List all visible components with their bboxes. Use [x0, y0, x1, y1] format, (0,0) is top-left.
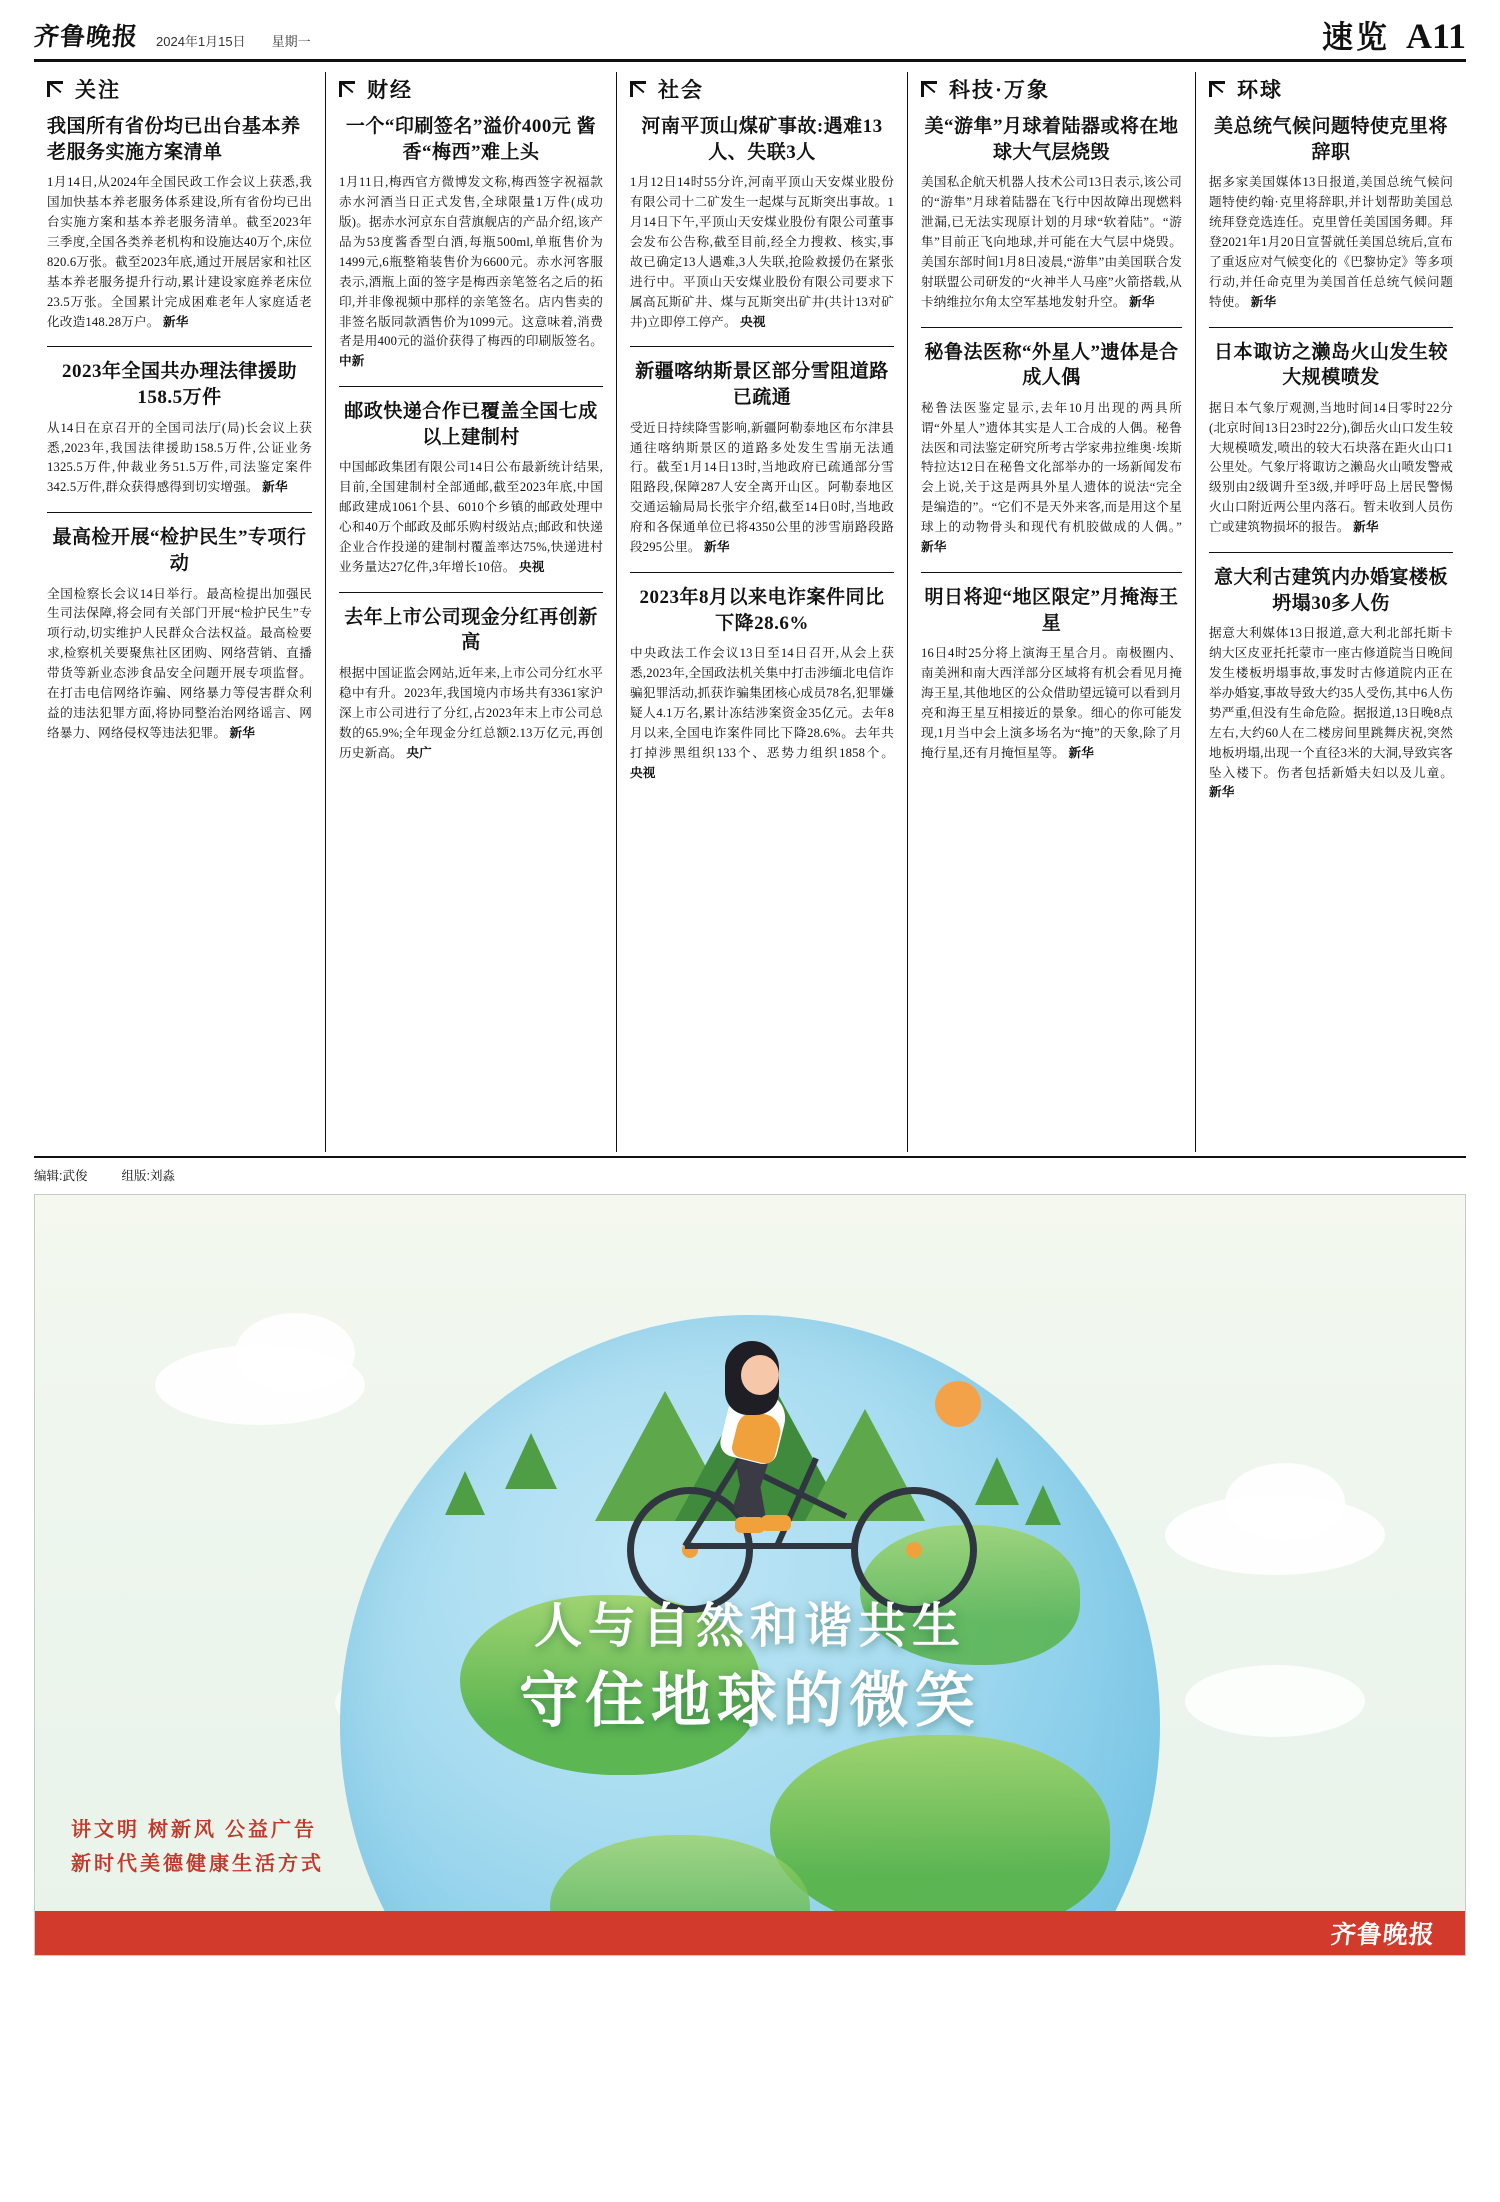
section-title: 关注 [75, 78, 121, 102]
article-body [339, 173, 603, 372]
article-text: 根据中国证监会网站,近年来,上市公司分红水平稳中有升。2023年,我国境内市场共有3361家沪深上市公司进行了分红,占2023年末上市公司总数的65.9%;全年现金分红总额2.13万亿元,再创历史新高。 [339, 666, 603, 760]
article-source: 央视 [518, 559, 545, 574]
public-service-ad [34, 1194, 1466, 1956]
article-source: 央视 [630, 765, 656, 780]
article[interactable] [1209, 565, 1453, 803]
article-text: 1月12日14时55分许,河南平顶山天安煤业股份有限公司十二矿发生一起煤与瓦斯突出事故。1月14日下午,平顶山天安煤业股份有限公司董事会发布公告称,截至目前,经全力搜救、核实,事故已确定13人遇难,3人失联,抢险救援仍在紧张进行中。平顶山天安煤业股份有限公司要求下属高瓦斯矿井、煤与瓦斯突出矿井(共计13对矿井)立即停工停产。 [630, 175, 894, 329]
article-source: 新华 [162, 314, 189, 329]
sun-icon [935, 1381, 981, 1427]
section-header [1209, 74, 1453, 104]
divider [1209, 552, 1453, 553]
article-title: 意大利古建筑内办婚宴楼板坍塌30多人伤 [1213, 567, 1448, 614]
masthead-weekday: 星期一 [271, 34, 311, 49]
bicycle-frame [685, 1543, 855, 1549]
column-huanqiu [1195, 72, 1466, 1152]
divider [630, 346, 894, 347]
article[interactable] [630, 585, 894, 784]
poster-title-line2: 守住地球的微笑 [519, 1668, 981, 1734]
section-header [630, 74, 894, 104]
article[interactable] [630, 114, 894, 332]
poster-title-line1: 人与自然和谐共生 [533, 1600, 966, 1653]
masthead-right [1322, 12, 1466, 59]
article[interactable] [1209, 114, 1453, 313]
poster-footer-line1: 讲文明 树新风 公益广告 [71, 1819, 317, 1841]
article-title: 日本诹访之濑岛火山发生较大规模喷发 [1213, 341, 1448, 389]
article-body [630, 644, 894, 783]
article-title: 美“游隼”月球着陆器或将在地球大气层烧毁 [924, 116, 1179, 163]
article-body [921, 644, 1182, 763]
article[interactable] [1209, 340, 1453, 539]
corner-mark-icon [630, 79, 650, 99]
article-text: 1月11日,梅西官方微博发文称,梅西签字祝福款赤水河酒当日正式发售,全球限量1万件(成功版)。据赤水河京东自营旗舰店的产品介绍,该产品为53度酱香型白酒,每瓶500ml,单瓶售价为1499元,6瓶整箱装售价为6600元。赤水河客服表示,酒瓶上面的签字是梅西亲笔签名之后的拓印,并非像视频中那样的亲笔签名。店内售卖的非签名版同款酒售价为1099元。这意味着,消费者是用400元的溢价获得了梅西的印刷版签名。 [339, 175, 603, 349]
column-keji-wanxiang [907, 72, 1195, 1152]
masthead [34, 0, 1466, 62]
article-source: 新华 [262, 480, 288, 495]
section-title: 财经 [367, 78, 413, 102]
poster-footer [71, 1813, 324, 1881]
divider [339, 386, 603, 387]
corner-mark-icon [339, 79, 359, 99]
article-body [921, 399, 1182, 558]
tree-shape [505, 1433, 557, 1489]
article-text: 全国检察长会议14日举行。最高检提出加强民生司法保障,将会同有关部门开展“检护民生”专项行动,切实维护人民群众合法权益。最高检要求,检察机关要聚焦社区团购、网络营销、直播带货等新业态涉食品安全问题开展专项监督。在打击电信网络诈骗、网络暴力等侵害群众利益的违法犯罪方面,将协同整治治网络谣言、网络暴力、网络侵权等违法犯罪。 [47, 586, 312, 740]
article-title: 明日将迎“地区限定”月掩海王星 [924, 586, 1179, 634]
article[interactable] [921, 340, 1182, 558]
masthead-date: 2024年1月15日 [156, 34, 246, 49]
article-text: 秘鲁法医鉴定显示,去年10月出现的两具所谓“外星人”遗体其实是人工合成的人偶。秘鲁法医和司法鉴定研究所考古学家弗拉维奥·埃斯特拉达12日在秘鲁文化部举办的一场新闻发布会上说,关于这是两具外星人遗体的说法“完全是编造的”。“它们不是天外来客,而是用这个星球上的动物骨头和现代有机胶做成的人偶。” [921, 400, 1182, 535]
article-text: 从14日在京召开的全国司法厅(局)长会议上获悉,2023年,我国法律援助158.5万件,公证业务1325.5万件,仲裁业务51.5万件,司法鉴定案件342.5万件,群众获得感得到切实增强。 [47, 420, 312, 495]
divider [921, 572, 1182, 573]
article-body [1209, 399, 1453, 538]
article-source: 新华 [921, 540, 947, 555]
article[interactable] [339, 114, 603, 372]
page-number: A11 [1405, 16, 1466, 56]
section-name: 速览 [1321, 20, 1390, 55]
corner-mark-icon [921, 79, 941, 99]
editor-credit: 编辑:武俊 [34, 1169, 88, 1183]
article-source: 中新 [339, 354, 365, 369]
article-body [47, 585, 312, 744]
poster-bar-logo: 齐鲁晚报 [1329, 1922, 1437, 1949]
article-columns [34, 72, 1466, 1152]
article-source: 新华 [1250, 294, 1277, 309]
article-title: 最高检开展“检护民生”专项行动 [52, 527, 307, 574]
credits-line [34, 1156, 1466, 1184]
divider [47, 512, 312, 513]
cloud-shape [1225, 1463, 1345, 1541]
article-title: 新疆喀纳斯景区部分雪阻道路已疏通 [635, 361, 889, 409]
corner-mark-icon [47, 79, 67, 99]
article-text: 16日4时25分将上演海王星合月。南极圈内、南美洲和南大西洋部分区域将有机会看见月掩海王星,其他地区的公众借助望远镜可以看到月亮和海王星互相接近的景象。细心的你可能发现,1月当中会上演多场名为“掩”的天象,除了月掩行星,还有月掩恒星等。 [921, 646, 1182, 760]
landmass [770, 1735, 1110, 1935]
article-title: 去年上市公司现金分红再创新高 [344, 606, 598, 654]
article-body [921, 173, 1182, 312]
article-text: 1月14日,从2024年全国民政工作会议上获悉,我国加快基本养老服务体系建设,所有省份均已出台实施方案和基本养老服务清单。截至2023年三季度,全国各类养老机构和设施达40万个,床位820.6万张。截至2023年底,通过开展居家和社区基本养老服务提升行动,累计建设家庭养老床位23.5万张。全国累计完成困难老年人家庭适老化改造148.28万户。 [47, 175, 312, 329]
article[interactable] [630, 359, 894, 558]
section-header [921, 74, 1182, 104]
article-source: 新华 [1068, 745, 1095, 760]
article-text: 据多家美国媒体13日报道,美国总统气候问题特使约翰·克里将辞职,并计划帮助美国总统拜登竞选连任。克里曾任美国国务卿。拜登2021年1月20日宣誓就任美国总统后,宣布了重返应对气候变化的《巴黎协定》等多项行动,并任命克里为美国首任总统气候问题特使。 [1209, 175, 1453, 309]
divider [47, 346, 312, 347]
tree-shape [975, 1457, 1019, 1505]
column-caijing [325, 72, 616, 1152]
head-shape [741, 1355, 779, 1395]
article-source: 新华 [229, 725, 256, 740]
article-source: 央视 [740, 314, 766, 329]
section-header [47, 74, 312, 104]
tree-shape [1025, 1485, 1061, 1525]
section-title: 环球 [1237, 78, 1283, 102]
article-title: 河南平顶山煤矿事故:遇难13人、失联3人 [641, 116, 883, 163]
article[interactable] [47, 114, 312, 332]
divider [1209, 327, 1453, 328]
article-source: 新华 [1209, 785, 1235, 800]
section-header [339, 74, 603, 104]
column-guanzhu [34, 72, 325, 1152]
article[interactable] [921, 114, 1182, 313]
article-source: 新华 [1129, 294, 1155, 309]
article-text: 据日本气象厅观测,当地时间14日零时22分(北京时间13日23时22分),御岳火山口发生较大规模喷发,喷出的较大石块落在距火山口1公里处。气象厅将诹访之濑岛火山喷发警戒级别由2级调升至3级,并呼吁岛上居民警惕火山口附近两公里内落石。暂未收到人员伤亡或建筑物损坏的报告。 [1209, 400, 1453, 535]
article[interactable] [47, 359, 312, 498]
article-body [630, 173, 894, 332]
article-text: 据意大利媒体13日报道,意大利北部托斯卡纳大区皮亚托托蒙市一座古修道院当日晚间发生楼板坍塌事故,事发时古修道院内正在举办婚宴,事故导致大约35人受伤,其中6人伤势严重,但没有生命危险。据报道,13日晚8点左右,大约60人在二楼房间里跳舞庆祝,突然地板坍塌,出现一个直径3米的大洞,导致宾客坠入楼下。伤者包括新婚夫妇以及儿童。 [1209, 626, 1453, 780]
article-text: 中央政法工作会议13日至14日召开,从会上获悉,2023年,全国政法机关集中打击涉缅北电信诈骗犯罪活动,抓获诈骗集团核心成员78名,犯罪嫌疑人4.1万名,累计冻结涉案资金35亿元。去年8月以来,全国电诈案件同比下降28.6%。去年共打掉涉黑组织133个、恶势力组织1858个。 [630, 646, 894, 760]
masthead-logo: 齐鲁晚报 [32, 24, 140, 51]
article-title: 2023年全国共办理法律援助158.5万件 [61, 361, 297, 409]
article-body [1209, 624, 1453, 803]
article[interactable] [921, 585, 1182, 764]
article-text: 受近日持续降雪影响,新疆阿勒泰地区布尔津县通往喀纳斯景区的道路多处发生雪崩无法通行。截至1月14日13时,当地政府已疏通部分雪阻路段,保障287人安全离开山区。阿勒泰地区交通运输局局长张宇介绍,截至14日0时,当地政府和各保通单位已将4350公里的涉雪崩路段路段295公里。 [630, 420, 894, 555]
article-title: 一个“印刷签名”溢价400元 酱香“梅西”难上头 [345, 116, 597, 163]
article-body [47, 173, 312, 332]
article-body [339, 458, 603, 577]
poster-footer-line2: 新时代美德健康生活方式 [71, 1853, 324, 1875]
layout-credit: 组版:刘淼 [121, 1169, 175, 1183]
section-title: 社会 [658, 78, 704, 102]
article-body [630, 419, 894, 558]
article-title: 邮政快递合作已覆盖全国七成以上建制村 [344, 401, 598, 448]
poster-bottom-bar [35, 1911, 1465, 1955]
article-title: 美总统气候问题特使克里将辞职 [1213, 116, 1448, 163]
divider [630, 572, 894, 573]
article-body [47, 419, 312, 499]
corner-mark-icon [1209, 79, 1229, 99]
article-source: 央广 [406, 745, 432, 760]
article-body [339, 664, 603, 763]
article[interactable] [339, 399, 603, 578]
divider [921, 327, 1182, 328]
article-title: 我国所有省份均已出台基本养老服务实施方案清单 [47, 116, 301, 163]
cloud-shape [235, 1313, 355, 1393]
column-shehui [616, 72, 907, 1152]
article[interactable] [339, 605, 603, 764]
tree-shape [445, 1471, 485, 1515]
article-title: 2023年8月以来电诈案件同比下降28.6% [639, 586, 885, 634]
shoe-shape [761, 1515, 791, 1531]
article-body [1209, 173, 1453, 312]
article-source: 新华 [704, 540, 730, 555]
article-title: 秘鲁法医称“外星人”遗体是合成人偶 [924, 341, 1179, 389]
article[interactable] [47, 525, 312, 743]
article-source: 新华 [1353, 520, 1379, 535]
article-text: 中国邮政集团有限公司14日公布最新统计结果,目前,全国建制村全部通邮,截至2023年底,中国邮政建成1061个县、6010个乡镇的邮政处理中心和40万个邮政及邮乐购村级站点;邮政和快递企业合作投递的建制村覆盖率达75%,快递进村业务量达27亿件,3年增长10倍。 [339, 460, 603, 574]
article-text: 美国私企航天机器人技术公司13日表示,该公司的“游隼”月球着陆器在飞行中因故障出现燃料泄漏,已无法实现原计划的月球“软着陆”。“游隼”目前正飞向地球,并可能在大气层中烧毁。美国东部时间1月8日凌晨,“游隼”由美国联合发射联盟公司研发的“火神半人马座”火箭搭载,从卡纳维拉尔角太空军基地发射升空。 [921, 175, 1182, 309]
section-title: 科技·万象 [949, 78, 1051, 102]
divider [339, 592, 603, 593]
